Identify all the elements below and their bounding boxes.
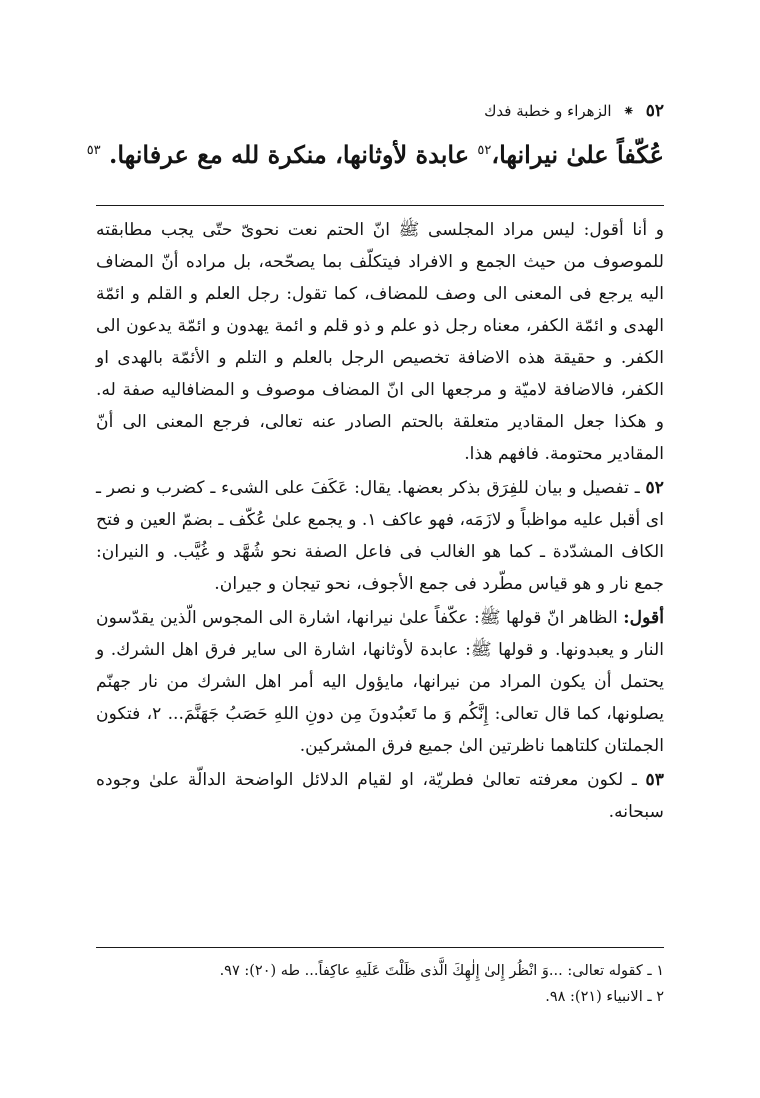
sermon-text-line [64, 140, 664, 169]
aqulu-text: الظاهر انّ قولها ﷺ: عكّفاً علىٰ نيرانها، اشارة الى المجوس الّذين يقدّسون النار و يعبدونها. و قولها ﷺ: عابدة لأوثانها، اشارة الى ساير فرق اهل الشرك. و يحتمل أن يكون المراد من نيرانها، مايؤول اليه أمر اهل الشرك من نار جهنّم يصلونها، كما قال تعالى: إِنَّكُم وَ ما تَعبُدونَ مِن دونِ اللهِ حَصَبُ جَهَنَّمَ... ٢، فتكون الجملتان كلتاهما ناظرتين الىٰ جميع فرق المشركين. [96, 608, 664, 756]
page-number: ٥٢ [645, 101, 664, 121]
commentary-ref-53: ٥٣ [86, 143, 101, 158]
commentary-ref-52: ٥٢ [477, 143, 492, 158]
footnote-divider [96, 947, 664, 948]
note-text-52: ـ تفصيل و بيان للفِرَق بذكر بعضها. يقال: عَكَفَ على الشىء ـ كضرب و نصر ـ اى أقبل عليه مواظباً و لازَمَه، فهو عاكف ١. و يجمع علىٰ عُكّف ـ بضمّ العين و فتح الكاف المشدّدة ـ كما هو الغالب فى فاعل الصفة نحو شُهَّد و غُيَّب. و النيران: جمع نار و هو قياس مطّرد فى جمع الأجوف، نحو تيجان و جيران. [96, 478, 664, 594]
footnote-1: ١ ـ كقوله تعالى: ...وَ انْظُر إِلىٰ إِلٰهِكَ الَّذى ظَلْتَ عَلَيهِ عاكِفاً... طه (٢٠): ٩٧. [219, 963, 664, 979]
ornament-separator: ⁕ [622, 102, 635, 120]
book-title: الزهراء و خطبة فدك [484, 102, 612, 120]
commentary-paragraph-aqulu [96, 602, 664, 762]
sermon-text-part1: عُكّفاً علىٰ نيرانها، [491, 140, 664, 169]
note-text-53: ـ لكون معرفته تعالىٰ فطريّة، او لقيام الدلائل الواضحة الدالّة علىٰ وجوده سبحانه. [96, 770, 664, 822]
running-header [184, 101, 664, 121]
commentary-paragraph-52 [96, 472, 664, 600]
sermon-text-part2: عابدة لأوثانها، منكرة لله مع عرفانها. [109, 140, 478, 169]
note-number-53: ٥٣ [645, 770, 664, 790]
commentary-paragraph-53 [96, 764, 664, 828]
commentary-paragraph-1: و أنا أقول: ليس مراد المجلسى ﷺ انّ الحتم نعت نحوىّ حتّى يجب مطابقته للموصوف من حيث الجمع و الافراد فيتكلّف بما يصحّحه، بل مراده أنّ المضاف اليه يرجع فى المعنى الى وصف للمضاف، كما تقول: رجل العلم و القلم و ائمّة الهدى و ائمّة الكفر، معناه رجل ذو علم و ذو قلم و ائمة يهدون و ائمّة يدعون الى الكفر. و حقيقة هذه الاضافة تخصيص الرجل بالعلم و التلم و الأئمّة بالهدى او الكفر، فالاضافة لاميّة و مرجعها الى انّ المضاف موصوف و المضافاليه صفة له. و هكذا جعل المقادير متعلقة بالحتم الصادر عنه تعالى، فرجع المعنى الى أنّ المقادير محتومة. فافهم هذا. [96, 220, 664, 464]
aqulu-lead: أقول: [623, 608, 664, 628]
note-number-52: ٥٢ [645, 478, 664, 498]
footnotes [96, 958, 664, 1010]
top-divider [96, 205, 664, 206]
commentary-body [96, 214, 664, 830]
footnote-2: ٢ ـ الانبياء (٢١): ٩٨. [545, 989, 664, 1005]
